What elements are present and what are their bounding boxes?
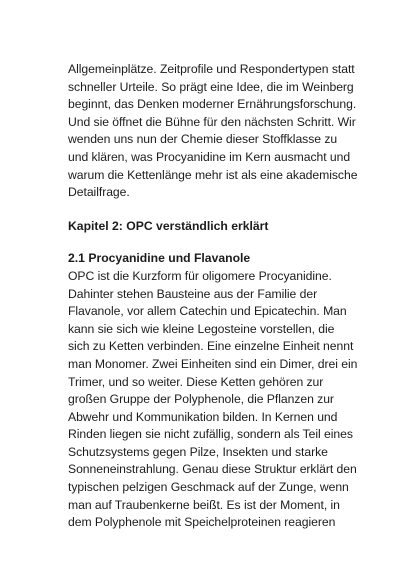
text-line: Allgemeinplätze. Zeitprofile und Respondertypen statt [68,62,355,76]
text-line: dem Polyphenole mit Speichelproteinen reagieren [68,515,336,530]
text-line: Abwehr und Kommunikation bilden. In Kernen und [68,409,338,424]
text-line: wenden uns nun der Chemie dieser Stoffklasse zu [68,132,338,147]
page-content [68,61,368,532]
text-line: man auf Traubenkerne beißt. Es ist der Moment, in [68,497,340,512]
text-line: Detailfrage. [68,185,130,200]
text-line: man Monomer. Zwei Einheiten sind ein Dimer, drei ein [68,356,358,371]
text-line: beginnt, das Denken moderner Ernährungsforschung. [68,97,357,112]
section-heading: 2.1 Procyanidine und Flavanole [68,251,251,266]
text-line: und klären, was Procyanidine im Kern ausmacht und [68,149,351,164]
text-line: Und sie öffnet die Bühne für den nächsten Schritt. Wir [68,114,356,129]
body-paragraph [68,268,368,532]
text-line: Trimer, und so weiter. Diese Ketten gehören zur [68,374,324,389]
text-line: großen Gruppe der Polyphenole, die Pflanzen zur [68,392,334,407]
text-line: warum die Kettenlänge mehr ist als eine akademische [68,167,358,182]
text-line: Flavanole, vor allem Catechin und Epicatechin. Man [68,304,347,319]
text-line: kann sie sich wie kleine Legosteine vorstellen, die [68,321,335,336]
text-line: OPC ist die Kurzform für oligomere Procyanidine. [68,268,332,283]
chapter-heading: Kapitel 2: OPC verständlich erklärt [68,218,269,233]
text-line: Dahinter stehen Bausteine aus der Familie der [68,286,318,301]
text-line: Schutzsystems gegen Pilze, Insekten und starke [68,444,328,459]
text-line: schneller Urteile. So prägt eine Idee, die im Weinberg [68,79,354,94]
text-line: Sonneneinstrahlung. Genau diese Struktur erklärt den [68,462,357,477]
text-line: sich zu Ketten verbinden. Eine einzelne Einheit nennt [68,339,354,354]
text-line: typischen pelzigen Geschmack auf der Zunge, wenn [68,480,349,495]
intro-paragraph [68,61,368,202]
text-line: Rinden liegen sie nicht zufällig, sondern als Teil eines [68,427,353,442]
